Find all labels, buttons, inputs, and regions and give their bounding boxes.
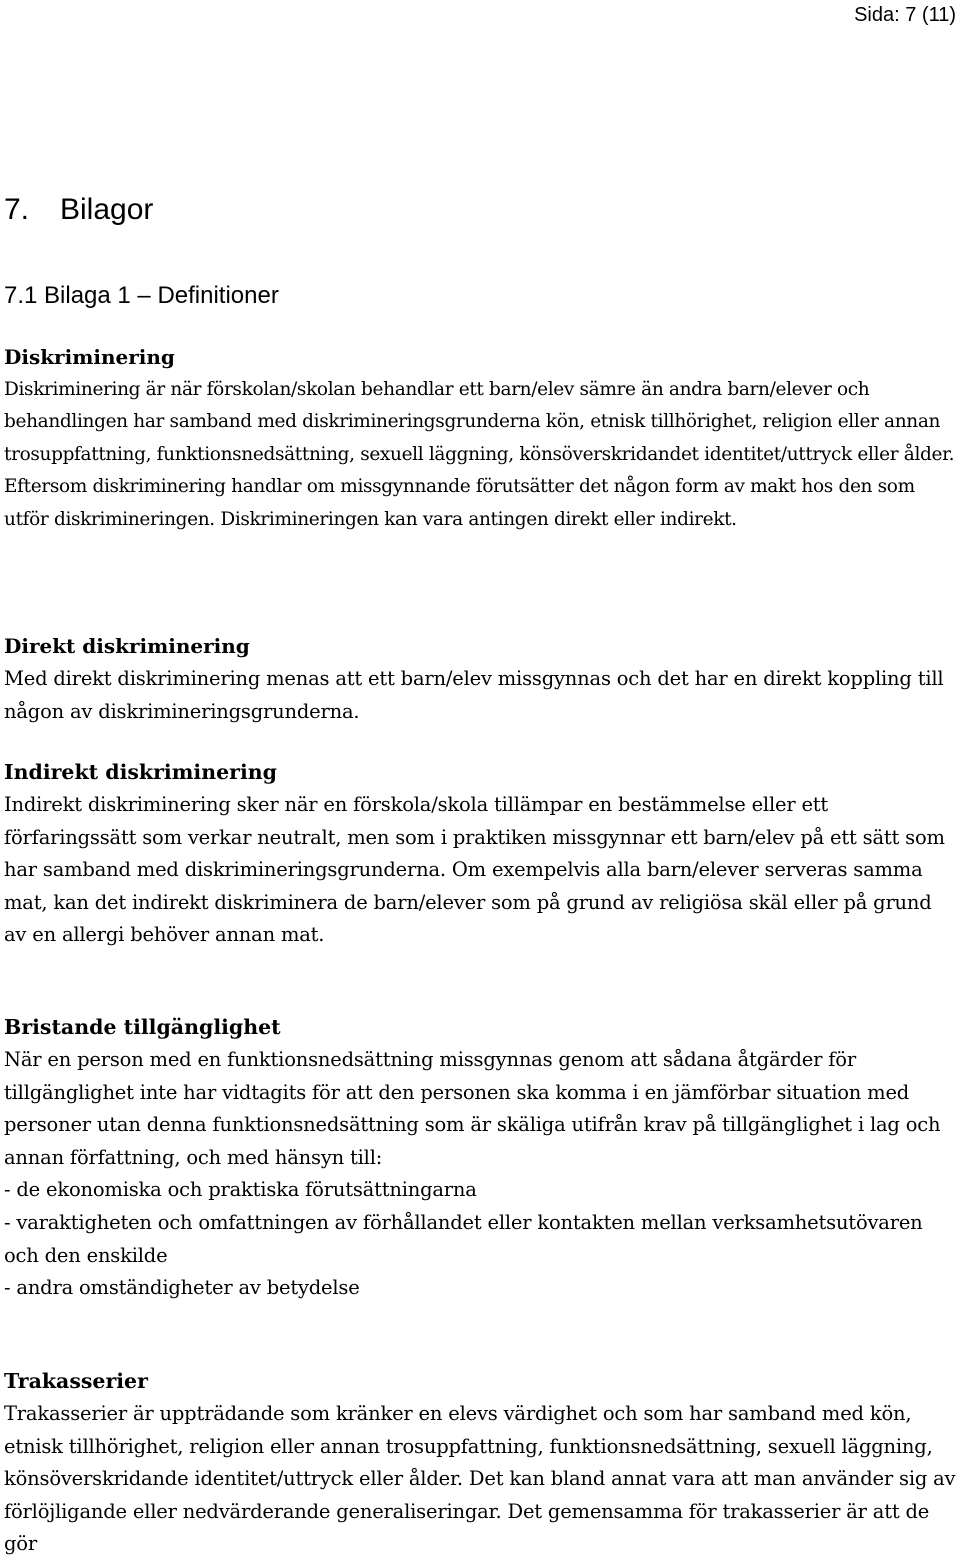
definition-direkt-diskriminering: [4, 630, 956, 728]
definition-text: Med direkt diskriminering menas att ett barn/elev missgynnas och det har en direkt koppling till någon av diskrimineringsgrunderna.: [4, 667, 944, 723]
definition-text: Trakasserier är uppträdande som kränker en elevs värdighet och som har samband med kön, etnisk tillhörighet, religion eller annan trosuppfattning, funktionsnedsättning, sexuell läggning, könsöverskridande identitet/uttryck eller ålder. Det kan bland annat vara att man använder sig av förlöjligande eller nedvärderande generaliseringar. Det gemensamma för trakasserier är att de gör: [4, 1402, 956, 1556]
definition-trakasserier: [4, 1365, 956, 1561]
chapter-title: [4, 192, 153, 228]
page-number: Sida: 7 (11): [854, 4, 956, 26]
list-item: - de ekonomiska och praktiska förutsättningarna: [4, 1178, 477, 1202]
list-item: - varaktigheten och omfattningen av förhållandet eller kontakten mellan verksamhetsutövaren och den enskilde: [4, 1210, 923, 1267]
definition-term: Direkt diskriminering: [4, 634, 250, 658]
definition-text: Diskriminering är när förskolan/skolan behandlar ett barn/elev sämre än andra barn/elever och behandlingen har samband med diskrimineringsgrunderna kön, etnisk tillhörighet, religion eller annan trosuppfattning, funktionsnedsättning, sexuell läggning, könsöverskridandet identitet/uttryck eller ålder. Eftersom diskriminering handlar om missgynnande förutsätter det någon form av makt hos den som utför diskrimineringen. Diskrimineringen kan vara antingen direkt eller indirekt.: [4, 379, 955, 530]
definition-text: Indirekt diskriminering sker när en förskola/skola tillämpar en bestämmelse eller ett förfaringssätt som verkar neutralt, men som i praktiken missgynnar ett barn/elev på ett sätt som har samband med diskrimineringsgrunderna. Om exempelvis alla barn/elever serveras samma mat, kan det indirekt diskriminera de barn/elever som på grund av religiösa skäl eller på grund av en allergi behöver annan mat.: [4, 793, 945, 947]
chapter-title-text: Bilagor: [60, 193, 154, 226]
list-item: - andra omständigheter av betydelse: [4, 1276, 360, 1300]
chapter-number: 7.: [4, 193, 30, 226]
definition-term: Trakasserier: [4, 1369, 148, 1393]
definition-term: Bristande tillgänglighet: [4, 1015, 281, 1039]
definition-term: Diskriminering: [4, 345, 175, 369]
definition-term: Indirekt diskriminering: [4, 760, 277, 784]
definition-indirekt-diskriminering: [4, 756, 956, 952]
definition-diskriminering: [4, 341, 956, 536]
section-title: 7.1 Bilaga 1 – Definitioner: [4, 282, 279, 309]
definition-text: När en person med en funktionsnedsättning missgynnas genom att sådana åtgärder för tillgänglighet inte har vidtagits för att den personen ska komma i en jämförbar situation med personer utan denna funktionsnedsättning som är skäliga utifrån krav på tillgänglighet i lag och annan författning, och med hänsyn till:: [4, 1048, 941, 1169]
definition-list: [4, 1174, 956, 1304]
definition-bristande-tillganglighet: [4, 1011, 956, 1305]
